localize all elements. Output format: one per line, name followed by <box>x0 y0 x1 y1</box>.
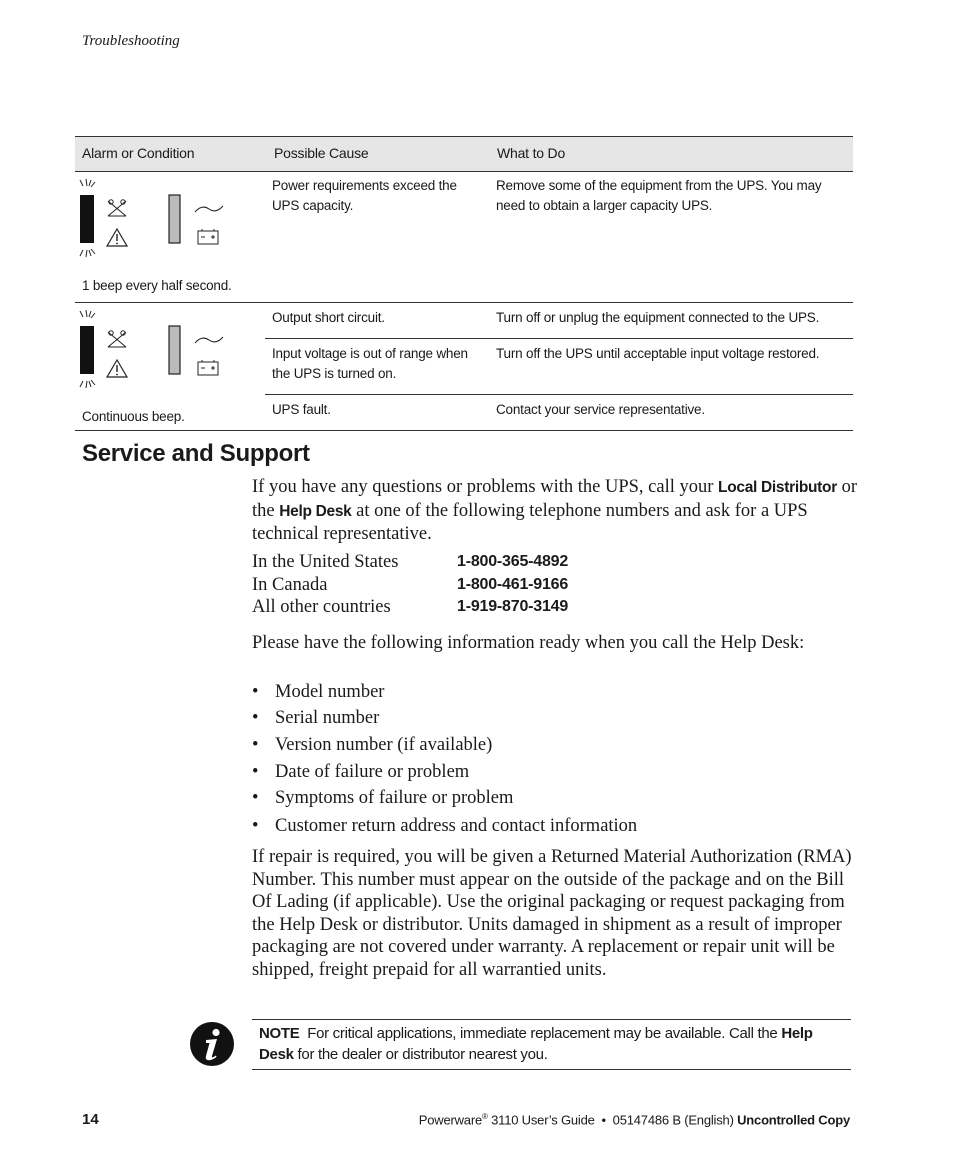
section-title: Service and Support <box>82 440 310 467</box>
footer-doc-info: Powerware® 3110 User’s Guide • 05147486 B (English) Uncontrolled Copy <box>418 1112 850 1128</box>
phone-number: 1-800-461-9166 <box>457 576 569 593</box>
phone-label: In the United States <box>252 552 399 572</box>
header-cause: Possible Cause <box>274 145 369 161</box>
divider <box>265 394 853 395</box>
phone-row <box>252 552 852 574</box>
phone-number: 1-800-365-4892 <box>457 553 569 570</box>
info-paragraph: Please have the following information ready when you call the Help Desk: <box>252 633 805 653</box>
copy-status: Uncontrolled Copy <box>737 1112 850 1128</box>
bypass-icon <box>108 331 126 347</box>
note-label: NOTE <box>259 1025 300 1042</box>
warning-icon <box>107 229 127 246</box>
divider <box>75 302 853 303</box>
phone-label: In Canada <box>252 575 328 595</box>
phone-row <box>252 597 852 619</box>
note-help-desk: Help Desk <box>259 1025 813 1063</box>
note-box <box>252 1019 851 1070</box>
status-bar <box>169 195 180 243</box>
warning-icon <box>107 360 127 377</box>
info-icon <box>189 1021 235 1072</box>
table-bottom-rule <box>75 430 853 431</box>
bypass-icon <box>108 200 126 216</box>
alarm-caption-2: Continuous beep. <box>82 409 185 424</box>
cause-cell: Input voltage is out of range when the UPS is turned on. <box>272 346 468 381</box>
alarm-panel-1 <box>77 178 227 258</box>
help-desk: Help Desk <box>279 502 352 520</box>
page-number: 14 <box>82 1111 99 1128</box>
note-text: NOTE For critical applications, immediate replacement may be available. Call the Help Desk for the dealer or distributor nearest you. <box>259 1025 813 1063</box>
battery-icon <box>198 229 218 244</box>
sine-wave-icon <box>195 206 223 212</box>
action-cell: Remove some of the equipment from the UPS. You may need to obtain a larger capacity UPS. <box>496 178 822 213</box>
action-cell: Contact your service representative. <box>496 402 705 417</box>
phone-number: 1-919-870-3149 <box>457 598 569 615</box>
cause-cell: Output short circuit. <box>272 310 385 325</box>
status-bar <box>169 326 180 374</box>
running-head: Troubleshooting <box>82 33 180 49</box>
action-cell: Turn off or unplug the equipment connected to the UPS. <box>496 310 820 325</box>
phone-row <box>252 575 852 597</box>
battery-icon <box>198 360 218 375</box>
troubleshooting-table <box>75 136 853 424</box>
alarm-indicator <box>80 195 94 243</box>
cause-cell: Power requirements exceed the UPS capacity. <box>272 178 457 213</box>
header-action: What to Do <box>497 145 566 161</box>
action-cell: Turn off the UPS until acceptable input voltage restored. <box>496 346 820 361</box>
repair-paragraph: If repair is required, you will be given a Returned Material Authorization (RMA) Number. This number must appear on the outside of the package and on the Bill Of Lading (if applicable). Use the original packaging or request packaging from the Help Desk or distributor. Units damaged in shipment as a result of improper packaging are not covered under warranty. A replacement or repair unit will be shipped, freight prepaid for all warrantied units. <box>252 847 852 980</box>
header-alarm: Alarm or Condition <box>82 145 195 161</box>
divider <box>265 338 853 339</box>
alarm-caption-1: 1 beep every half second. <box>82 278 232 293</box>
cause-cell: UPS fault. <box>272 402 331 417</box>
local-distributor: Local Distributor <box>718 479 837 496</box>
sine-wave-icon <box>195 337 223 343</box>
table-header <box>75 136 853 172</box>
phone-label: All other countries <box>252 597 391 617</box>
alarm-indicator <box>80 326 94 374</box>
alarm-panel-2 <box>77 309 227 389</box>
intro-paragraph: If you have any questions or problems with the UPS, call your Local Distributor or the Help Desk at one of the following telephone numbers and ask for a UPS technical representative. <box>252 477 857 545</box>
